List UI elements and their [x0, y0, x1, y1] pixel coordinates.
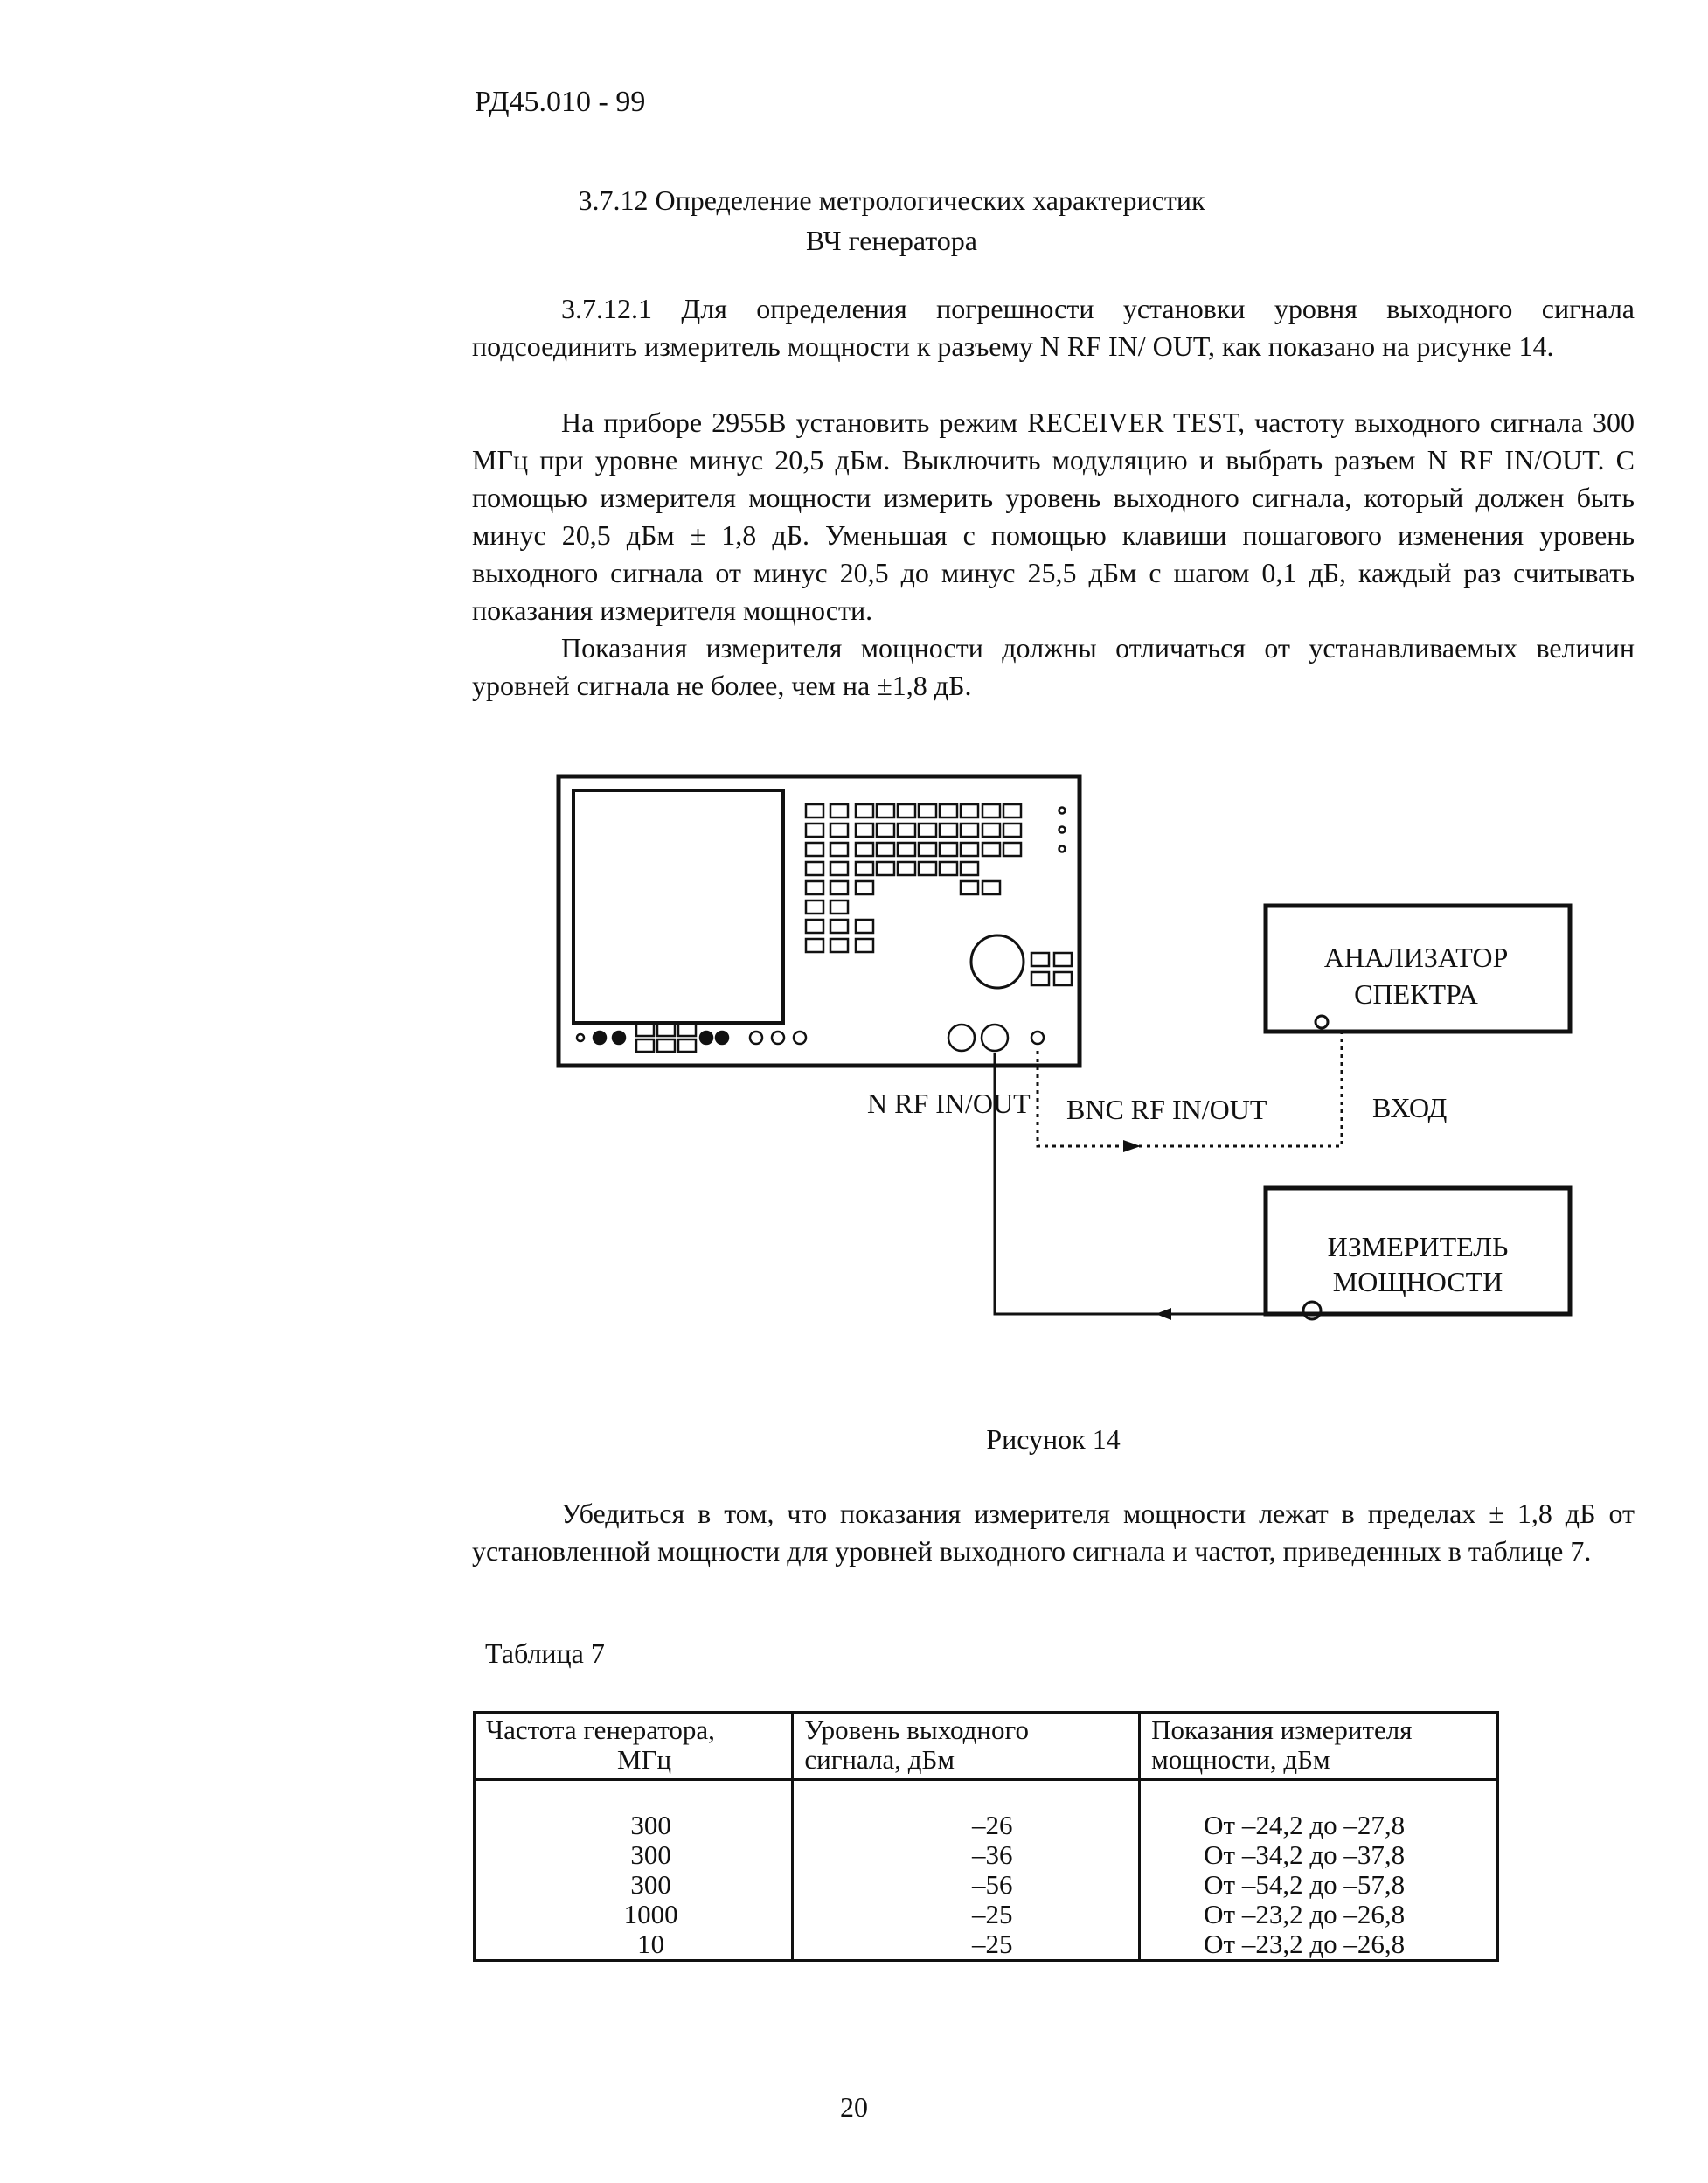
generator-knob-filled [613, 1032, 625, 1044]
table-cell: 300 [630, 1839, 671, 1870]
generator-key [982, 824, 1000, 837]
generator-connector [948, 1025, 975, 1051]
generator-key [982, 843, 1000, 856]
generator-key [940, 824, 957, 837]
generator-key [806, 881, 823, 894]
table-caption: Таблица 7 [485, 1637, 605, 1669]
header-frequency: Частота генератора, МГц [475, 1713, 793, 1780]
generator-key [657, 1024, 675, 1036]
table-cell: 300 [630, 1869, 671, 1900]
generator-key [856, 862, 873, 875]
section-title [455, 180, 1329, 261]
paragraph-receiver-test-procedure: На приборе 2955B установить режим RECEIVER TEST, частоту выходного сигнала 300 МГц при уровне минус 20,5 дБм. Выключить модуляцию и выбрать разъем N RF IN/OUT. С помощью измерителя мощности измерить уровень выходного сигнала, который должен быть минус 20,5 дБм ± 1,8 дБ. Уменьшая с помощью клавиши пошагового изменения уровень выходного сигнала от минус 20,5 до минус 25,5 дБм с шагом 0,1 дБ, каждый раз считывать показания измерителя мощности. [472, 407, 1635, 626]
generator-key [961, 881, 978, 894]
generator-key [961, 862, 978, 875]
generator-key [856, 824, 873, 837]
generator-key [806, 920, 823, 933]
generator-n-rf-connector [982, 1025, 1008, 1051]
generator-indicator-led [1059, 808, 1066, 814]
table-cell: –56 [972, 1869, 1013, 1900]
n-rf-in-out-label: N RF IN/OUT [867, 1088, 1031, 1119]
power-meter-label-line1: ИЗМЕРИТЕЛЬ [1327, 1231, 1509, 1262]
generator-key [919, 804, 936, 817]
bnc-rf-in-out-label: BNC RF IN/OUT [1066, 1094, 1267, 1125]
table-cell: От –24,2 до –27,8 [1204, 1810, 1406, 1840]
bnc-rf-cable [1038, 1028, 1342, 1146]
generator-key [898, 862, 915, 875]
paragraph-tolerance: Показания измерителя мощности должны отличаться от устанавливаемых величин уровней сигнала не более, чем на ±1,8 дБ. [472, 632, 1635, 701]
generator-key [877, 843, 894, 856]
generator-key [830, 920, 848, 933]
generator-bnc-connector [1031, 1032, 1044, 1044]
generator-key [982, 881, 1000, 894]
generator-small-knob [794, 1032, 806, 1044]
generator-key [919, 824, 936, 837]
generator-key [657, 1039, 675, 1052]
table-cell: 1000 [623, 1899, 678, 1929]
table-cell: –36 [972, 1839, 1013, 1870]
generator-key [856, 939, 873, 952]
generator-key [636, 1039, 654, 1052]
generator-key [806, 804, 823, 817]
generator-key [830, 900, 848, 914]
table-cell: От –34,2 до –37,8 [1204, 1839, 1406, 1870]
spectrum-analyzer-box [1266, 906, 1570, 1032]
table-cell: –25 [972, 1899, 1013, 1929]
generator-key [940, 862, 957, 875]
generator-key [919, 843, 936, 856]
generator-key [1031, 953, 1049, 966]
paragraph-verify-table: Убедиться в том, что показания измерителя мощности лежат в пределах ± 1,8 дБ от установленной мощности для уровней выходного сигнала и частот, приведенных в таблице 7. [472, 1498, 1635, 1567]
spectrum-analyzer-label-line1: АНАЛИЗАТОР [1323, 942, 1509, 973]
generator-key [856, 881, 873, 894]
generator-key [919, 862, 936, 875]
generator-key [898, 804, 915, 817]
generator-key [1003, 824, 1021, 837]
generator-key [856, 920, 873, 933]
input-label: ВХОД [1372, 1092, 1448, 1123]
generator-key [877, 804, 894, 817]
power-meter-box [1266, 1188, 1570, 1319]
n-rf-cable [995, 1053, 1303, 1314]
section-title-line2: ВЧ генератора [806, 225, 977, 256]
generator-tuning-knob [971, 935, 1024, 988]
generator-key [898, 824, 915, 837]
header-meter-reading: Показания измерителя мощности, дБм [1140, 1713, 1498, 1780]
section-title-line1: 3.7.12 Определение метрологических характеристик [578, 184, 1205, 216]
generator-key [1054, 953, 1072, 966]
measurement-table [473, 1711, 1499, 1962]
power-meter-label-line2: МОЩНОСТИ [1332, 1266, 1503, 1297]
generator-key [961, 843, 978, 856]
generator-key [830, 824, 848, 837]
generator-key [1003, 843, 1021, 856]
column-output-level-values [793, 1780, 1140, 1961]
generator-key [678, 1039, 696, 1052]
figure-caption: Рисунок 14 [986, 1423, 1121, 1455]
generator-key [877, 862, 894, 875]
generator-key [806, 843, 823, 856]
table-header-row [475, 1713, 1498, 1780]
spectrum-analyzer-input-connector [1316, 1016, 1328, 1028]
generator-key [877, 824, 894, 837]
generator-key [830, 804, 848, 817]
power-meter-input-connector [1303, 1302, 1321, 1319]
generator-indicator-led [1059, 827, 1066, 833]
generator-small-knob [750, 1032, 762, 1044]
generator-key [1003, 804, 1021, 817]
table-cell: От –23,2 до –26,8 [1204, 1929, 1406, 1959]
generator-key [982, 804, 1000, 817]
generator-key [678, 1024, 696, 1036]
generator-key [806, 862, 823, 875]
generator-key [940, 843, 957, 856]
table-cell: От –23,2 до –26,8 [1204, 1899, 1406, 1929]
connection-diagram [524, 761, 1626, 1373]
generator-key [961, 824, 978, 837]
generator-key [636, 1024, 654, 1036]
generator-front-connectors [577, 1024, 1044, 1052]
generator-knob-filled [716, 1032, 728, 1044]
signal-generator-2955b [559, 776, 1080, 1066]
n-rf-cable-arrow [1156, 1308, 1171, 1320]
column-frequency-values [475, 1780, 793, 1961]
generator-display [573, 790, 783, 1023]
generator-keypad [806, 804, 1072, 985]
spectrum-analyzer-label-line2: СПЕКТРА [1354, 978, 1478, 1010]
generator-key [856, 804, 873, 817]
generator-key [806, 939, 823, 952]
generator-key [1054, 972, 1072, 985]
column-meter-reading-values [1140, 1780, 1498, 1961]
generator-knob-filled [700, 1032, 712, 1044]
header-output-level: Уровень выходного сигнала, дБм [793, 1713, 1140, 1780]
generator-indicator-led [1059, 846, 1066, 852]
generator-key [940, 804, 957, 817]
generator-key [1031, 972, 1049, 985]
generator-key [830, 881, 848, 894]
generator-key [830, 939, 848, 952]
paragraph-connect-instructions: 3.7.12.1 Для определения погрешности установки уровня выходного сигнала подсоединить измеритель мощности к разъему N RF IN/ OUT, как показано на рисунке 14. [472, 293, 1635, 362]
generator-key [856, 843, 873, 856]
generator-key [830, 843, 848, 856]
generator-key [961, 804, 978, 817]
table-cell: 300 [630, 1810, 671, 1840]
generator-key [806, 824, 823, 837]
table-cell: От –54,2 до –57,8 [1204, 1869, 1406, 1900]
table-cell: –25 [972, 1929, 1013, 1959]
generator-key [806, 900, 823, 914]
bnc-rf-cable-arrow [1123, 1140, 1141, 1152]
table-cell: –26 [972, 1810, 1013, 1840]
page-number: 20 [840, 2091, 868, 2123]
generator-small-connector [577, 1034, 584, 1041]
generator-key [898, 843, 915, 856]
generator-small-knob [772, 1032, 784, 1044]
table-cell: 10 [637, 1929, 665, 1959]
generator-knob-filled [594, 1032, 606, 1044]
document-code: РД45.010 - 99 [475, 86, 646, 118]
generator-key [830, 862, 848, 875]
